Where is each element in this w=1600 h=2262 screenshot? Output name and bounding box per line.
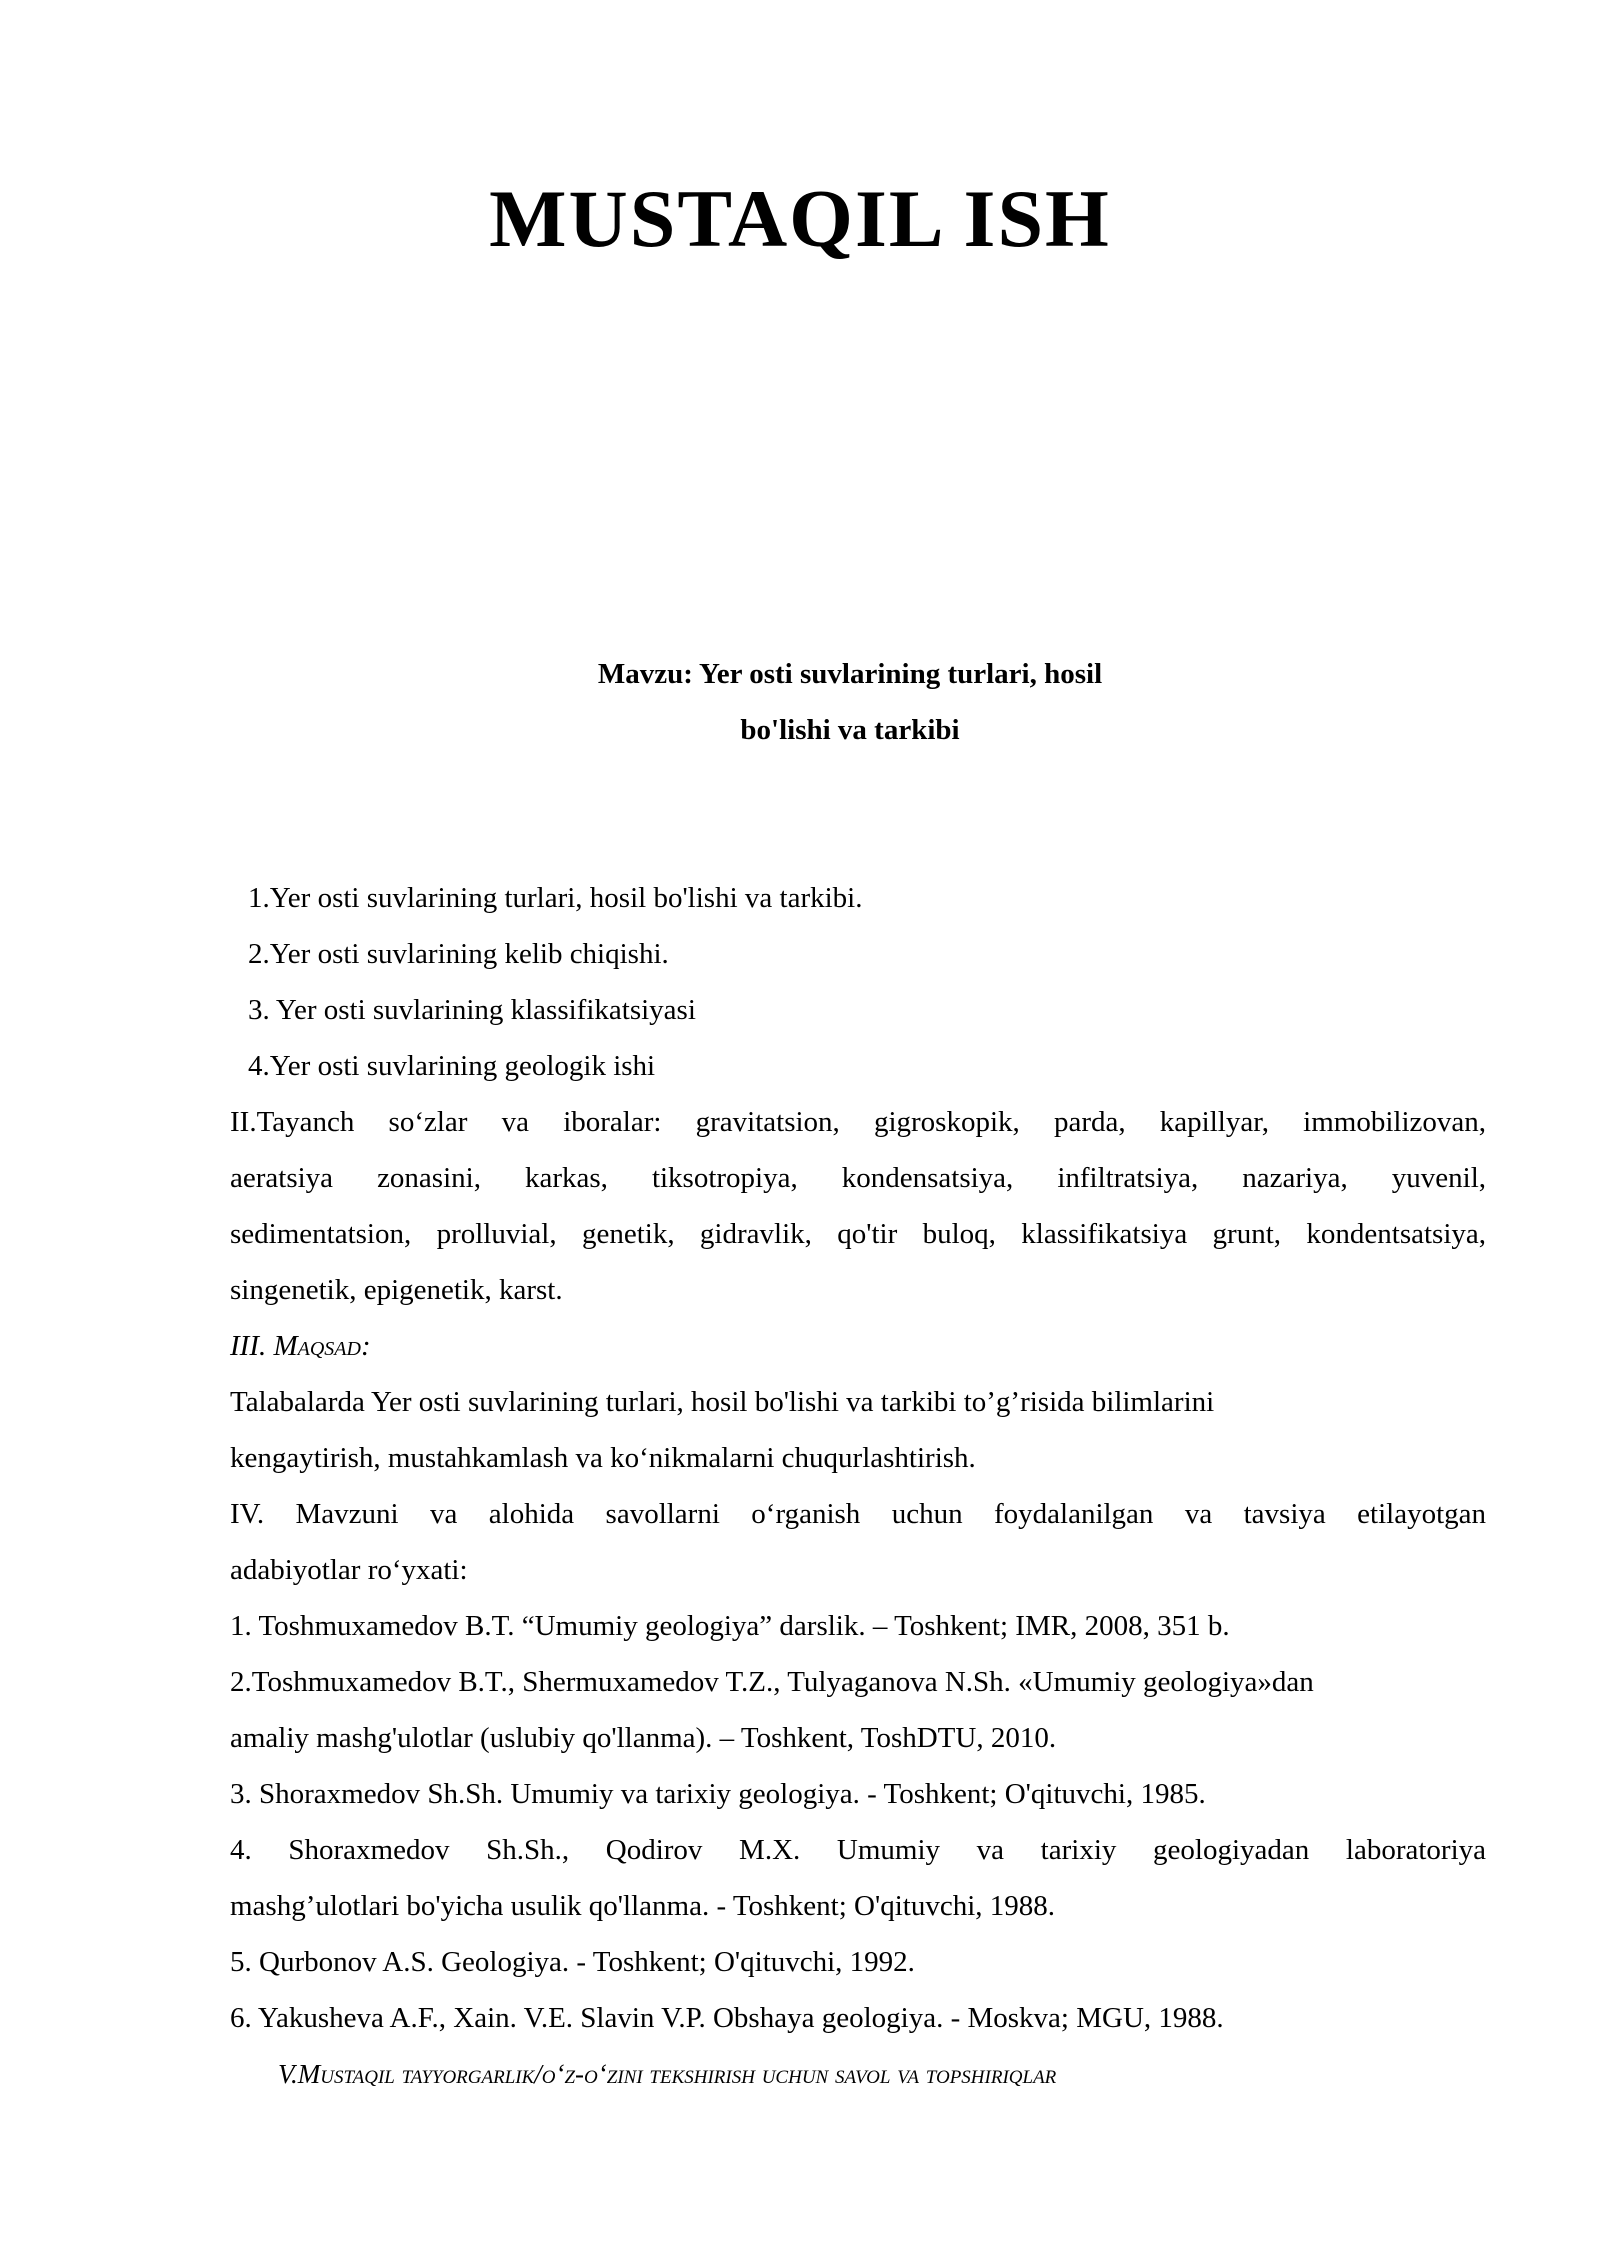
page-title: MUSTAQIL ISH (489, 173, 1111, 264)
literature-item-4-line-1: 4. Shoraxmedov Sh.Sh., Qodirov M.X. Umumiy va tarixiy geologiyadan laboratoriya (230, 1834, 1486, 1866)
goal-line-2: kengaytirish, mustahkamlash va ko‘nikmalarni chuqurlashtirish. (230, 1442, 976, 1474)
literature-item-2-line-1: 2.Toshmuxamedov B.T., Shermuxamedov T.Z., Tulyaganova N.Sh. «Umumiy geologiya»dan (230, 1666, 1314, 1698)
keywords-line-2: aeratsiya zonasini, karkas, tiksotropiya, kondensatsiya, infiltratsiya, nazariya, yuvenil, (230, 1162, 1486, 1194)
literature-heading-line-2: adabiyotlar ro‘yxati: (230, 1554, 468, 1586)
literature-item-2-line-2: amaliy mashg'ulotlar (uslubiy qo'llanma). – Toshkent, ToshDTU, 2010. (230, 1722, 1057, 1754)
keywords-line-3: sedimentatsion, prolluvial, genetik, gidravlik, qo'tir buloq, klassifikatsiya grunt, kondentsatsiya, (230, 1218, 1486, 1250)
literature-item-5: 5. Qurbonov A.S. Geologiya. - Toshkent; O'qituvchi, 1992. (230, 1946, 915, 1978)
plan-item-3: 3. Yer osti suvlarining klassifikatsiyasi (248, 994, 696, 1026)
goal-heading: III. Maqsad: (230, 1330, 371, 1362)
plan-item-1: 1.Yer osti suvlarining turlari, hosil bo'lishi va tarkibi. (248, 882, 863, 914)
literature-item-3: 3. Shoraxmedov Sh.Sh. Umumiy va tarixiy geologiya. - Toshkent; O'qituvchi, 1985. (230, 1778, 1206, 1810)
topic-line-2: bo'lishi va tarkibi (740, 714, 960, 746)
goal-line-1: Talabalarda Yer osti suvlarining turlari, hosil bo'lishi va tarkibi to’g’risida bilimlarini (230, 1386, 1215, 1418)
keywords-line-4: singenetik, epigenetik, karst. (230, 1274, 563, 1306)
literature-item-4-line-2: mashg’ulotlari bo'yicha usulik qo'llanma. - Toshkent; O'qituvchi, 1988. (230, 1890, 1055, 1922)
literature-item-6: 6. Yakusheva A.F., Xain. V.E. Slavin V.P. Obshaya geologiya. - Moskva; MGU, 1988. (230, 2002, 1224, 2034)
literature-heading-line-1: IV. Mavzuni va alohida savollarni o‘rganish uchun foydalanilgan va tavsiya etilayotgan (230, 1498, 1486, 1530)
keywords-line-1: II.Tayanch so‘zlar va iboralar: gravitatsion, gigroskopik, parda, kapillyar, immobilizovan, (230, 1106, 1486, 1138)
topic-line-1: Mavzu: Yer osti suvlarining turlari, hosil (597, 658, 1103, 690)
section-v-heading: V.Mustaqil tayyorgarlik/o‘z-o‘zini tekshirish uchun savol va topshiriqlar (278, 2059, 1057, 2089)
plan-item-2: 2.Yer osti suvlarining kelib chiqishi. (248, 938, 669, 970)
document-body (230, 870, 1486, 2102)
plan-item-4: 4.Yer osti suvlarining geologik ishi (248, 1050, 656, 1082)
literature-item-1: 1. Toshmuxamedov B.T. “Umumiy geologiya” darslik. – Toshkent; IMR, 2008, 351 b. (230, 1610, 1230, 1642)
